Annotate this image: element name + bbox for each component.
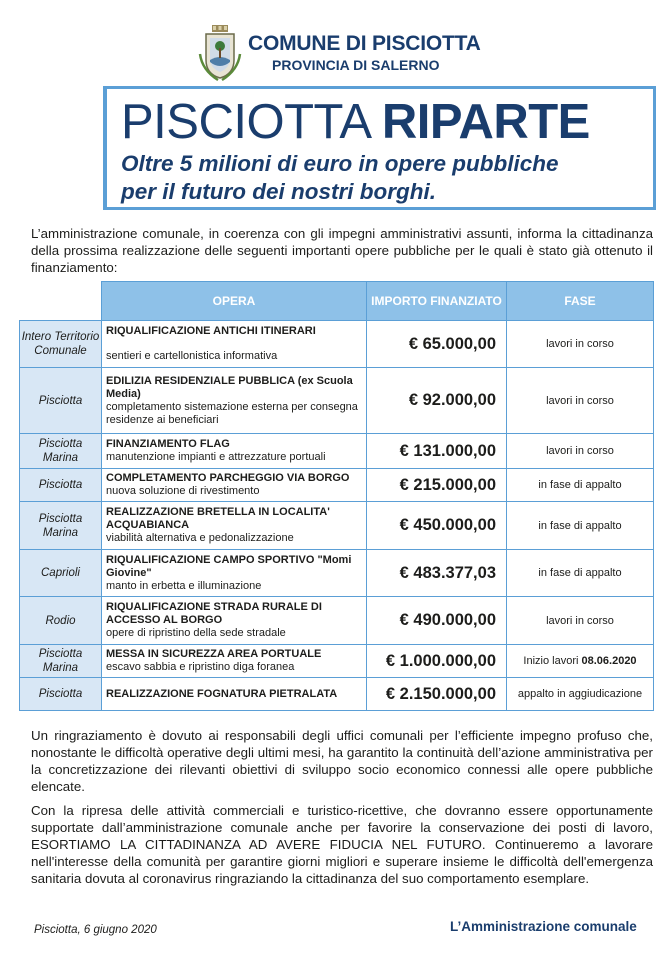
row-opera <box>102 678 367 711</box>
row-opera-description: opere di ripristino della sede stradale <box>106 627 286 639</box>
table-row <box>20 678 654 711</box>
row-fase <box>507 321 654 368</box>
row-fase <box>507 502 654 550</box>
row-location: Intero Territorio Comunale <box>20 321 102 368</box>
row-opera-title: RIQUALIFICAZIONE CAMPO SPORTIVO "Momi Giovine" <box>106 553 352 579</box>
table-header-row <box>20 282 654 321</box>
works-table <box>19 281 654 711</box>
table-row <box>20 550 654 597</box>
row-opera-description: escavo sabbia e ripristino diga foranea <box>106 661 295 673</box>
row-amount: € 92.000,00 <box>367 368 507 434</box>
thanks-paragraph: Un ringraziamento è dovuto ai responsabili degli uffici comunali per l’efficiente impegno profuso che, nonostante le difficoltà operative degli ultimi mesi, ha garantito la continuità dell’azione amministrativa per la concretizzazione dei rilevanti obiettivi di sviluppo socio economico connessi alle opere pubbliche elencate. <box>31 728 653 794</box>
table-row <box>20 434 654 469</box>
resume-paragraph: Con la ripresa delle attività commerciali e turistico-ricettive, che dovranno essere opportunamente supportate dall’amministrazione comunale anche per favorire la conservazione dei posti di lavoro, ESORTIAMO LA CITTADINANZA AD AVERE FIDUCIA NEL FUTURO. Continueremo a lavorare nell'interesse della comunità per garantire giorni migliori e superare insieme le difficoltà dell'emergenza sanitaria dovuta al coronavirus ringraziando la cittadinanza del suo comportamento esemplare. <box>31 803 653 886</box>
row-fase-text: lavori in corso <box>546 394 614 407</box>
row-location: Pisciotta <box>20 368 102 434</box>
header-importo: IMPORTO FINANZIATO <box>367 282 507 321</box>
intro-paragraph: L’amministrazione comunale, in coerenza con gli impegni amministrativi assunti, informa la cittadinanza della prossima realizzazione delle seguenti importanti opere pubbliche per le quali è stato già ottenuto il finanziamento: <box>31 226 653 275</box>
row-opera <box>102 550 367 597</box>
row-fase-text: in fase di appalto <box>538 567 622 579</box>
row-fase <box>507 645 654 678</box>
row-opera <box>102 321 367 368</box>
row-opera <box>102 597 367 645</box>
row-fase <box>507 550 654 597</box>
row-opera-title: RIQUALIFICAZIONE ANTICHI ITINERARI <box>106 325 316 337</box>
row-fase <box>507 678 654 711</box>
row-opera-title: RIQUALIFICAZIONE STRADA RURALE DI ACCESSO AL BORGO <box>106 601 322 626</box>
header-opera: OPERA <box>102 282 367 321</box>
row-location: Rodio <box>20 597 102 645</box>
row-fase-text: lavori in corso <box>546 338 614 350</box>
row-amount: € 450.000,00 <box>367 502 507 550</box>
row-amount: € 215.000,00 <box>367 469 507 502</box>
row-fase-text: lavori in corso <box>546 614 614 627</box>
row-opera <box>102 645 367 678</box>
row-amount: € 131.000,00 <box>367 434 507 469</box>
row-opera <box>102 469 367 502</box>
row-fase-text: in fase di appalto <box>538 479 622 491</box>
row-location: Pisciotta Marina <box>20 645 102 678</box>
row-opera-title: REALIZZAZIONE BRETELLA IN LOCALITA' ACQUABIANCA <box>106 506 330 531</box>
row-fase-text: Inizio lavori <box>523 655 582 667</box>
row-opera-description: viabilità alternativa e pedonalizzazione <box>106 532 294 544</box>
place-date: Pisciotta, 6 giugno 2020 <box>34 924 157 936</box>
row-location: Pisciotta Marina <box>20 434 102 469</box>
title-banner <box>103 86 656 210</box>
row-opera-description: nuova soluzione di rivestimento <box>106 485 260 497</box>
title-bold: RIPARTE <box>381 95 590 149</box>
row-opera-description: manto in erbetta e illuminazione <box>106 579 262 592</box>
row-opera-title: MESSA IN SICUREZZA AREA PORTUALE <box>106 648 322 660</box>
table-row <box>20 502 654 550</box>
row-fase-text: lavori in corso <box>546 445 614 457</box>
table-row <box>20 597 654 645</box>
table-row <box>20 645 654 678</box>
row-amount: € 2.150.000,00 <box>367 678 507 711</box>
row-amount: € 490.000,00 <box>367 597 507 645</box>
row-opera-title: EDILIZIA RESIDENZIALE PUBBLICA (ex Scuola Media) <box>106 374 353 400</box>
row-fase-date: 08.06.2020 <box>581 655 637 667</box>
table-row <box>20 321 654 368</box>
header <box>0 10 672 82</box>
row-opera-description: sentieri e cartellonistica informativa <box>106 350 278 362</box>
header-fase: FASE <box>507 282 654 321</box>
municipality-name: COMUNE DI PISCIOTTA <box>248 32 481 55</box>
subtitle-line-2: per il futuro dei nostri borghi. <box>121 179 436 204</box>
row-location: Pisciotta <box>20 469 102 502</box>
row-opera-title: FINANZIAMENTO FLAG <box>106 438 230 450</box>
row-amount: € 483.377,03 <box>367 550 507 597</box>
row-amount: € 65.000,00 <box>367 321 507 368</box>
signature: L’Amministrazione comunale <box>450 919 637 934</box>
row-opera <box>102 368 367 434</box>
row-fase <box>507 434 654 469</box>
row-opera-title: REALIZZAZIONE FOGNATURA PIETRALATA <box>106 687 338 700</box>
page-subtitle <box>121 150 559 206</box>
row-location: Pisciotta Marina <box>20 502 102 550</box>
page-title <box>121 94 590 150</box>
row-fase-text: in fase di appalto <box>538 519 622 532</box>
row-opera-title: COMPLETAMENTO PARCHEGGIO VIA BORGO <box>106 472 350 484</box>
row-opera <box>102 434 367 469</box>
province-name: PROVINCIA DI SALERNO <box>272 57 440 73</box>
row-amount: € 1.000.000,00 <box>367 645 507 678</box>
row-opera-description: manutenzione impianti e attrezzature portuali <box>106 451 326 463</box>
row-fase <box>507 597 654 645</box>
row-fase <box>507 368 654 434</box>
table-row <box>20 368 654 434</box>
row-fase <box>507 469 654 502</box>
crest-icon <box>198 24 242 82</box>
table-row <box>20 469 654 502</box>
row-opera-description: completamento sistemazione esterna per consegna residenze ai beneficiari <box>106 400 358 426</box>
subtitle-line-1: Oltre 5 milioni di euro in opere pubbliche <box>121 151 559 176</box>
row-opera <box>102 502 367 550</box>
title-light: PISCIOTTA <box>121 95 382 149</box>
row-location: Caprioli <box>20 550 102 597</box>
row-location: Pisciotta <box>20 678 102 711</box>
row-fase-text: appalto in aggiudicazione <box>517 688 643 700</box>
